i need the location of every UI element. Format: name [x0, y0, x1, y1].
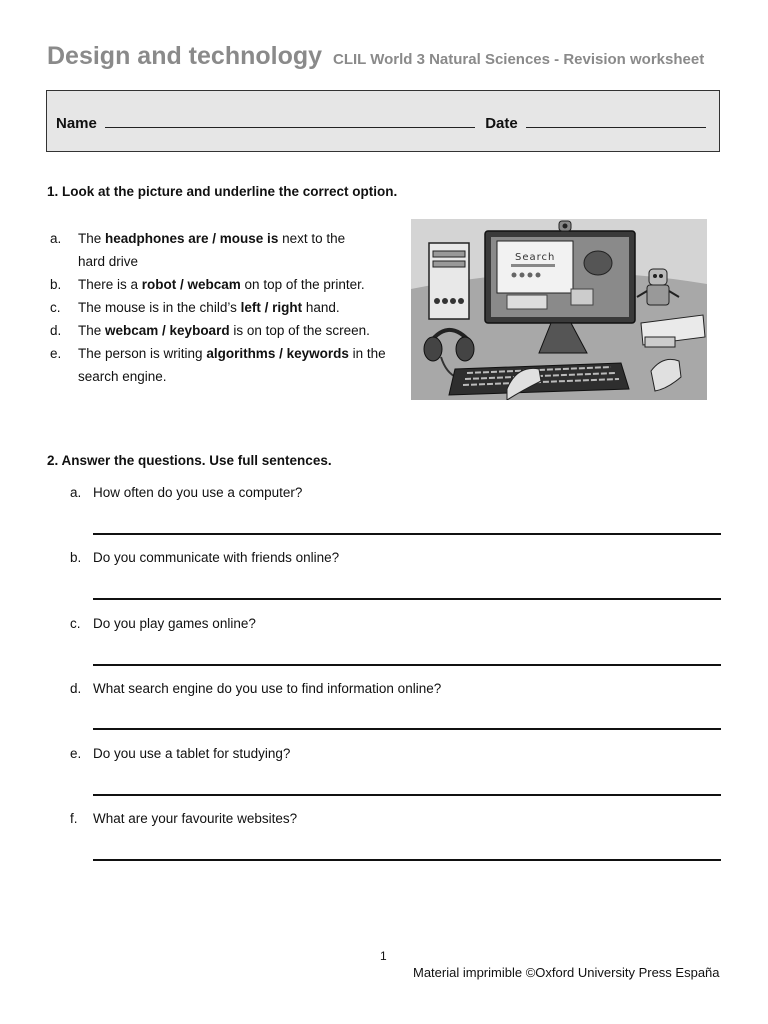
question-text: Do you communicate with friends online? — [93, 550, 340, 565]
item-pre: The — [78, 231, 106, 246]
item-letter: b. — [50, 277, 62, 292]
title-main: Design and technology — [47, 42, 323, 70]
question-text: How often do you use a computer? — [93, 485, 303, 500]
name-field[interactable] — [105, 113, 475, 128]
question-letter: a. — [70, 485, 82, 500]
question-text: Do you play games online? — [93, 616, 256, 631]
item-options[interactable]: algorithms / keywords — [206, 346, 349, 361]
illustration-svg — [411, 219, 707, 400]
computer-desk-illustration — [411, 219, 707, 400]
item-options[interactable]: robot / webcam — [141, 277, 241, 292]
item-options[interactable]: left / right — [240, 300, 303, 315]
exercise-2-heading: 2. Answer the questions. Use full sentences. — [47, 453, 332, 468]
copyright-footer: Material imprimible ©Oxford University Press España — [413, 965, 720, 980]
page-title — [47, 42, 704, 71]
item-pre: The person is writing — [78, 346, 207, 361]
name-label: Name — [56, 115, 97, 132]
question-letter: b. — [70, 550, 82, 565]
question-letter: c. — [70, 616, 81, 631]
item-post: on top of the printer. — [240, 277, 365, 292]
question-text: What are your favourite websites? — [93, 811, 298, 826]
item-post: next to the hard drive — [78, 231, 346, 269]
answer-line[interactable] — [93, 859, 721, 861]
page-number: 1 — [380, 949, 387, 963]
answer-line[interactable] — [93, 598, 721, 600]
item-text — [78, 273, 398, 296]
item-options[interactable]: headphones are / mouse is — [105, 231, 279, 246]
item-options[interactable]: webcam / keyboard — [105, 323, 230, 338]
item-letter: a. — [50, 231, 62, 246]
question-text: What search engine do you use to find information online? — [93, 681, 442, 696]
webcam-icon — [559, 221, 571, 231]
answer-line[interactable] — [93, 794, 721, 796]
item-letter: c. — [50, 300, 61, 315]
item-letter: d. — [50, 323, 62, 338]
item-text — [78, 342, 388, 388]
exercise-1-list — [46, 227, 396, 397]
hard-drive-icon — [429, 243, 469, 319]
item-post: in the search engine. — [78, 346, 386, 384]
item-post: hand. — [302, 300, 340, 315]
item-text — [78, 227, 368, 273]
question-text: Do you use a tablet for studying? — [93, 746, 291, 761]
item-text — [78, 296, 398, 319]
page-subtitle: CLIL World 3 Natural Sciences - Revision worksheet — [332, 51, 705, 68]
question-letter: e. — [70, 746, 82, 761]
date-label: Date — [485, 115, 518, 132]
answer-line[interactable] — [93, 664, 721, 666]
exercise-1-heading: 1. Look at the picture and underline the correct option. — [47, 184, 398, 199]
question-letter: f. — [70, 811, 78, 826]
search-screen-text: Search — [515, 252, 556, 263]
name-date-box — [46, 90, 720, 152]
item-pre: There is a — [78, 277, 142, 292]
name-date-row — [56, 113, 706, 132]
date-field[interactable] — [526, 113, 706, 128]
answer-line[interactable] — [93, 533, 721, 535]
question-letter: d. — [70, 681, 82, 696]
item-text — [78, 319, 398, 342]
item-pre: The — [78, 323, 106, 338]
answer-line[interactable] — [93, 728, 721, 730]
item-post: is on top of the screen. — [229, 323, 370, 338]
item-pre: The mouse is in the child’s — [78, 300, 241, 315]
item-letter: e. — [50, 346, 62, 361]
